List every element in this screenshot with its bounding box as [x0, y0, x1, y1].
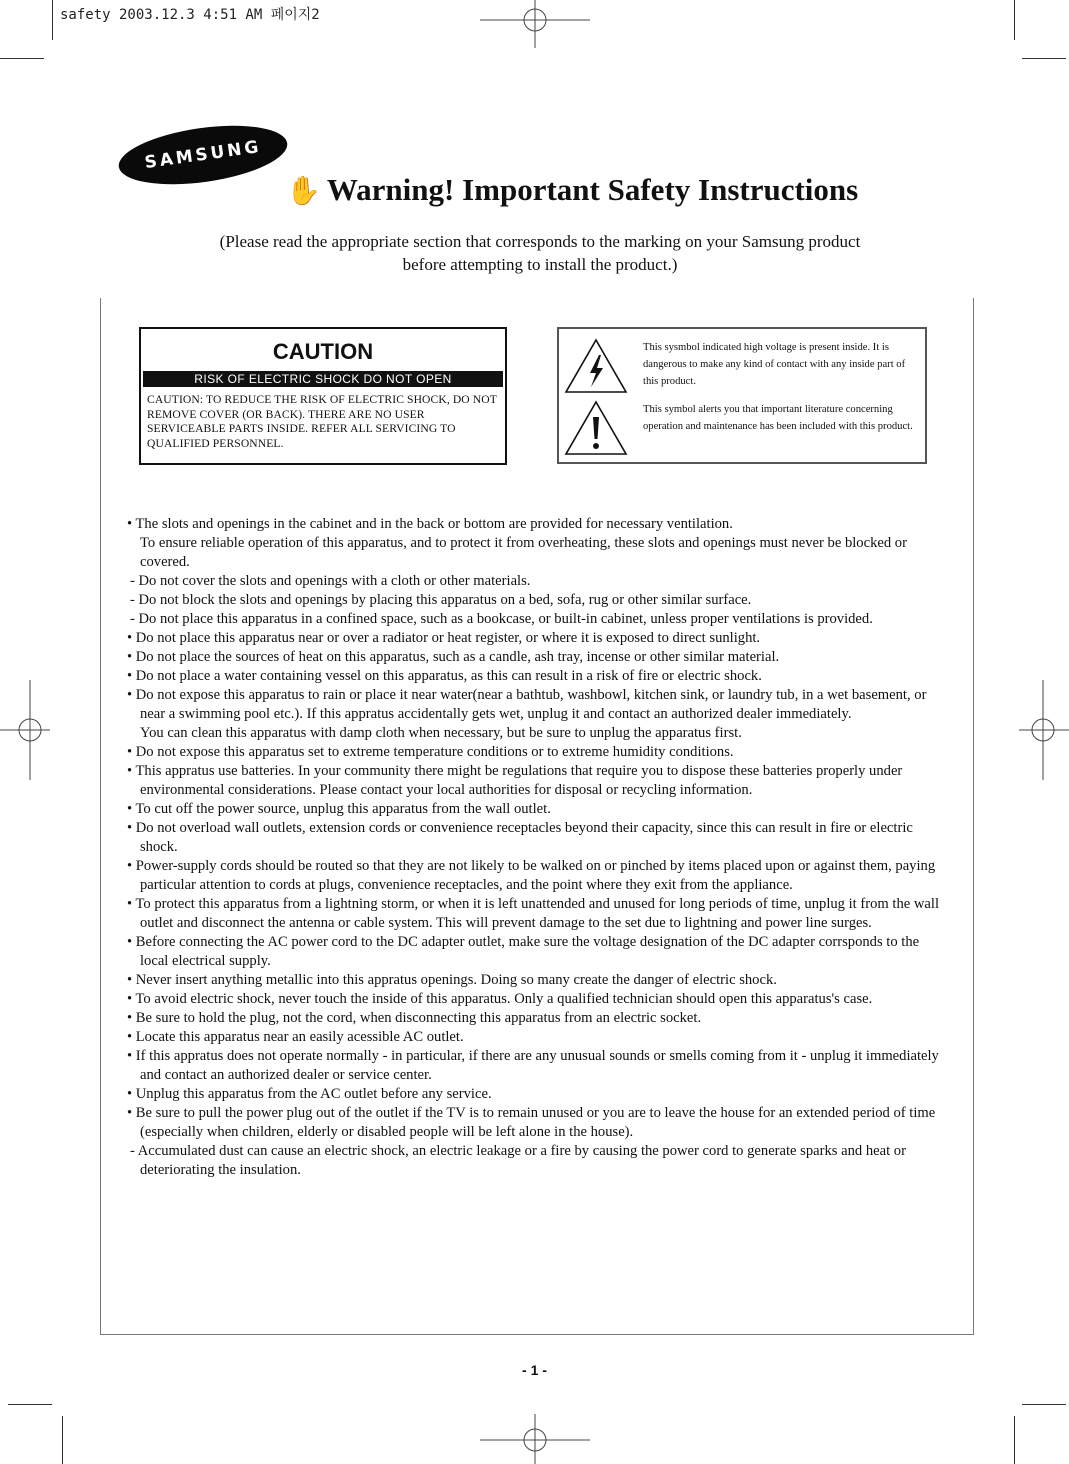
instruction-bullet — [127, 743, 940, 762]
instruction-paragraph — [140, 534, 940, 572]
bullet-icon: • — [127, 972, 136, 988]
subtitle-line-1: (Please read the appropriate section that corresponds to the marking on your Samsung product — [219, 232, 861, 251]
instruction-sub-item — [130, 610, 940, 629]
instruction-text: Power-supply cords should be routed so that they are not likely to be walked on or pinched by items placed upon or against them, paying particular attention to cords at plugs, convenience receptacles, and the point where they exit from the appliance. — [135, 858, 936, 893]
symbol-text-high-voltage: This sysmbol indicated high voltage is present inside. It is dangerous to make any kind of contact with any inside part of this product. — [643, 342, 906, 387]
instruction-sub-item — [130, 1142, 940, 1180]
bullet-icon: • — [127, 801, 136, 817]
instruction-text: Before connecting the AC power cord to the DC adapter outlet, make sure the voltage designation of the DC adapter corrsponds to the local electrical supply. — [135, 934, 920, 969]
instruction-text: Locate this apparatus near an easily acessible AC outlet. — [135, 1029, 464, 1045]
bullet-icon: • — [127, 1029, 136, 1045]
instruction-text: If this appratus does not operate normally - in particular, if there are any unusual sounds or smells coming from it - unplug it immediately and contact an authorized dealer or service center. — [135, 1048, 939, 1083]
instruction-bullet — [127, 971, 940, 990]
instruction-text: Do not place a water containing vessel on this apparatus, as this can result in a risk of fire or electric shock. — [135, 668, 762, 684]
bullet-icon: • — [127, 934, 136, 950]
crop-mark-top-left-h — [0, 58, 44, 59]
bullet-icon: • — [127, 1086, 136, 1102]
instruction-text: Be sure to hold the plug, not the cord, when disconnecting this apparatus from an electric socket. — [135, 1010, 702, 1026]
bullet-icon: • — [127, 858, 136, 874]
instruction-bullet — [127, 1085, 940, 1104]
samsung-logo: SAMSUNG — [115, 116, 291, 193]
instruction-text: Do not place this apparatus near or over a radiator or heat register, or where it is exposed to direct sunlight. — [135, 630, 761, 646]
instruction-text: - Do not block the slots and openings by placing this apparatus on a bed, sofa, rug or other similar surface. — [130, 592, 752, 608]
bullet-icon: • — [127, 687, 136, 703]
caution-title: CAUTION — [272, 339, 374, 364]
instruction-bullet — [127, 990, 940, 1009]
instruction-bullet — [127, 629, 940, 648]
instruction-bullet — [127, 1047, 940, 1085]
instruction-bullet — [127, 1104, 940, 1142]
bullet-icon: • — [127, 1048, 136, 1064]
bullet-icon: • — [127, 991, 136, 1007]
crop-mark-bottom-right-h — [1022, 1404, 1066, 1405]
instruction-text: - Do not cover the slots and openings with a cloth or other materials. — [130, 573, 531, 589]
caution-box — [139, 327, 507, 465]
instruction-text: Do not expose this apparatus to rain or place it near water(near a bathtub, washbowl, kitchen sink, or laundry tub, in a wet basement, or near a swimming pool etc.). If this appratus accidentally gets wet, unplug it and contact an authorized dealer immediately. — [135, 687, 927, 722]
crop-mark-bottom-right-v — [1014, 1416, 1015, 1464]
instruction-text: - Do not place this apparatus in a confined space, such as a bookcase, or built-in cabinet, unless proper ventilations is provided. — [130, 611, 873, 627]
instruction-text: To protect this apparatus from a lightning storm, or when it is left unattended and unused for long periods of time, unplug it from the wall outlet and disconnect the antenna or cable system. This will prevent damage to the set due to lightning and power line surges. — [135, 896, 939, 931]
safety-instructions-list — [127, 515, 940, 1180]
page-title — [286, 172, 946, 208]
instruction-text: Do not expose this apparatus set to extreme temperature conditions or to extreme humidity conditions. — [135, 744, 734, 760]
registration-mark-left — [0, 680, 50, 780]
print-file-label: safety 2003.12.3 4:51 AM 페이지2 — [60, 7, 320, 23]
instruction-text: Be sure to pull the power plug out of the outlet if the TV is to remain unused or you are to leave the house for an extended period of time (especially when children, elderly or disabled people will be left alone in the house). — [135, 1105, 936, 1140]
symbol-text-literature: This symbol alerts you that important literature concerning operation and maintenance has been included with this product. — [643, 404, 913, 432]
symbol-legend-box — [557, 327, 927, 464]
exclamation-triangle-icon — [563, 399, 629, 457]
instruction-sub-item — [130, 591, 940, 610]
instruction-text: - Accumulated dust can cause an electric shock, an electric leakage or a fire by causing the power cord to generate sparks and heat or deteriorating the insulation. — [130, 1143, 906, 1178]
caution-banner: RISK OF ELECTRIC SHOCK DO NOT OPEN — [143, 371, 503, 387]
bullet-icon: • — [127, 744, 136, 760]
instruction-bullet — [127, 686, 940, 724]
instruction-text: Unplug this apparatus from the AC outlet before any service. — [135, 1086, 492, 1102]
instruction-text: To ensure reliable operation of this apparatus, and to protect it from overheating, these slots and openings must never be blocked or covered. — [140, 535, 907, 570]
instruction-text: Do not overload wall outlets, extension cords or convenience receptacles beyond their capacity, since this can result in fire or electric shock. — [135, 820, 913, 855]
caution-text: CAUTION: TO REDUCE THE RISK OF ELECTRIC SHOCK, DO NOT REMOVE COVER (OR BACK). THERE ARE NO USER SERVICEABLE PARTS INSIDE. REFER ALL SERVICING TO QUALIFIED PERSONNEL. — [147, 393, 497, 450]
instruction-text: To cut off the power source, unplug this apparatus from the wall outlet. — [135, 801, 551, 817]
instruction-bullet — [127, 762, 940, 800]
crop-mark-bottom-left-v — [62, 1416, 63, 1464]
hand-stop-icon: ✋ — [286, 176, 321, 207]
bullet-icon: • — [127, 1010, 136, 1026]
instruction-bullet — [127, 648, 940, 667]
instruction-bullet — [127, 667, 940, 686]
instruction-bullet — [127, 819, 940, 857]
instruction-text: This appratus use batteries. In your community there might be regulations that require you to dispose these batteries properly under environmental considerations. Please contact your local authorities for disposal or recycling information. — [135, 763, 903, 798]
crop-mark-top-right-h — [1022, 58, 1066, 59]
bullet-icon: • — [127, 763, 136, 779]
crop-mark-bottom-left-h — [8, 1404, 52, 1405]
instruction-text: Never insert anything metallic into this appratus openings. Doing so many create the danger of electric shock. — [135, 972, 777, 988]
instruction-text: Do not place the sources of heat on this apparatus, such as a candle, ash tray, incense or other similar material. — [135, 649, 780, 665]
page-subtitle — [150, 230, 930, 276]
instruction-bullet — [127, 857, 940, 895]
subtitle-line-2: before attempting to install the product.) — [402, 255, 678, 274]
page-number: - 1 - — [522, 1362, 547, 1378]
lightning-triangle-icon — [563, 337, 629, 395]
instruction-bullet — [127, 933, 940, 971]
page-title-text: Warning! Important Safety Instructions — [326, 172, 859, 207]
bullet-icon: • — [127, 516, 136, 532]
bullet-icon: • — [127, 649, 136, 665]
instruction-bullet — [127, 515, 940, 534]
instruction-bullet — [127, 895, 940, 933]
instruction-bullet — [127, 800, 940, 819]
crop-mark-top-left-v — [52, 0, 53, 40]
instruction-text: To avoid electric shock, never touch the inside of this apparatus. Only a qualified technician should open this apparatus's case. — [135, 991, 873, 1007]
bullet-icon: • — [127, 1105, 136, 1121]
registration-mark-bottom — [480, 1414, 590, 1464]
instruction-text: The slots and openings in the cabinet and in the back or bottom are provided for necessary ventilation. — [135, 516, 733, 532]
bullet-icon: • — [127, 668, 136, 684]
instruction-sub-item — [130, 572, 940, 591]
instruction-bullet — [127, 1009, 940, 1028]
registration-mark-right — [1019, 680, 1069, 780]
registration-mark-top — [480, 0, 590, 50]
crop-mark-top-right-v — [1014, 0, 1015, 40]
instruction-text: You can clean this apparatus with damp cloth when necessary, but be sure to unplug the apparatus first. — [140, 725, 742, 741]
bullet-icon: • — [127, 896, 136, 912]
instruction-paragraph — [140, 724, 940, 743]
bullet-icon: • — [127, 630, 136, 646]
instruction-bullet — [127, 1028, 940, 1047]
bullet-icon: • — [127, 820, 136, 836]
